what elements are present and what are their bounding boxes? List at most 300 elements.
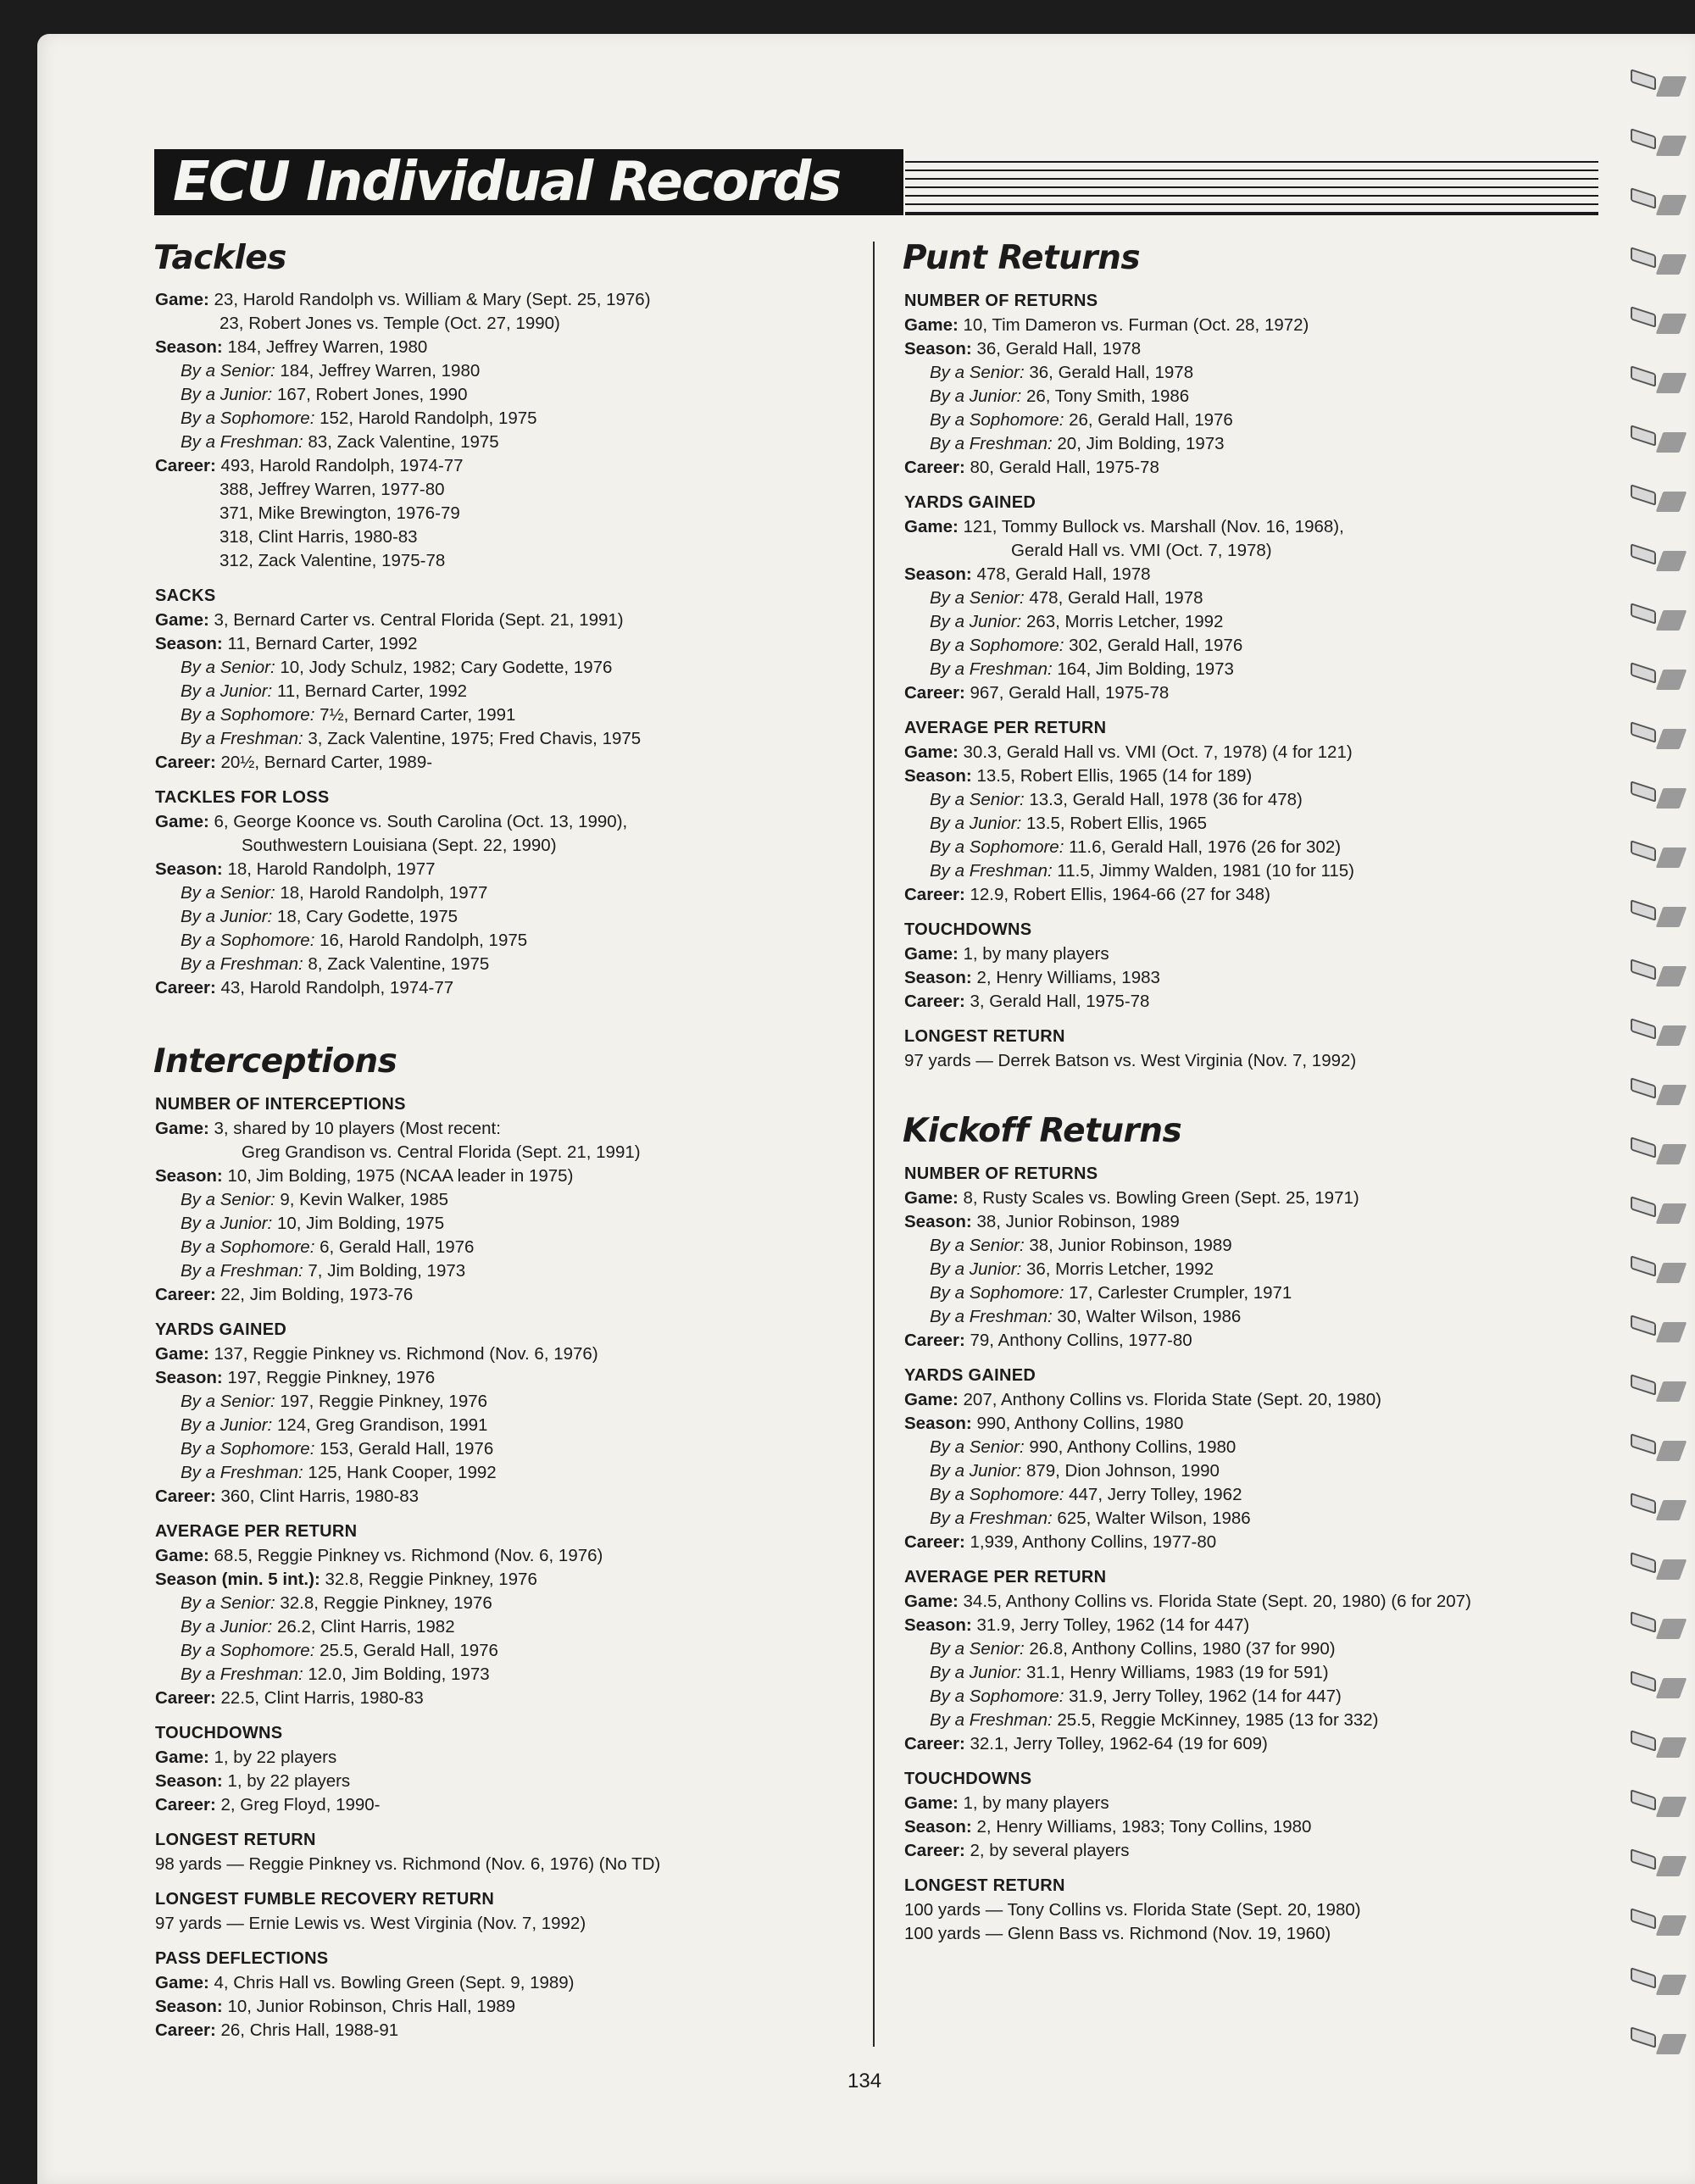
- record-label: Game:: [904, 944, 959, 964]
- record-value: 10, Jody Schulz, 1982; Cary Godette, 1976: [280, 658, 613, 677]
- record-line: [155, 1568, 859, 1592]
- record-label: By a Freshman:: [930, 659, 1053, 679]
- record-label: Season:: [155, 859, 223, 879]
- record-line: [904, 1459, 1599, 1483]
- spiral-coil: [1619, 483, 1687, 520]
- record-value: 990, Anthony Collins, 1980: [1029, 1437, 1237, 1457]
- record-line: [155, 525, 859, 549]
- record-value: 3, Zack Valentine, 1975; Fred Chavis, 1975: [308, 729, 642, 748]
- record-value: 80, Gerald Hall, 1975-78: [970, 458, 1159, 477]
- record-value: 18, Harold Randolph, 1977: [227, 859, 436, 879]
- subhead-kickoff-longest: LONGEST RETURN: [904, 1876, 1065, 1895]
- record-line: [904, 788, 1599, 812]
- record-line: [904, 1281, 1599, 1305]
- punt-touchdown-lines: [904, 942, 1599, 1014]
- record-label: By a Sophomore:: [930, 837, 1064, 857]
- record-line: [155, 656, 859, 680]
- record-value: 10, Jim Bolding, 1975 (NCAA leader in 1975): [227, 1166, 574, 1186]
- spiral-coil: [1619, 2026, 1687, 2063]
- record-line: [155, 549, 859, 573]
- record-value: 1, by 22 players: [214, 1748, 337, 1767]
- record-label: By a Freshman:: [181, 1463, 303, 1482]
- record-value: 30, Walter Wilson, 1986: [1057, 1307, 1242, 1326]
- record-label: By a Freshman:: [930, 434, 1053, 453]
- record-value: 263, Morris Letcher, 1992: [1025, 612, 1224, 631]
- record-line: [904, 1614, 1599, 1637]
- record-label: By a Junior:: [930, 1461, 1022, 1481]
- record-label: Season:: [155, 1997, 223, 2016]
- record-value: 38, Junior Robinson, 1989: [976, 1212, 1180, 1231]
- record-value: 9, Kevin Walker, 1985: [280, 1190, 449, 1209]
- record-value: 36, Morris Letcher, 1992: [1025, 1259, 1214, 1279]
- record-value: 125, Hank Cooper, 1992: [308, 1463, 497, 1482]
- record-label: Game:: [155, 1344, 209, 1364]
- record-value: 1, by many players: [963, 944, 1109, 964]
- record-line: [904, 764, 1599, 788]
- record-line: [155, 1437, 859, 1461]
- spiral-coil: [1619, 602, 1687, 639]
- record-label: Game:: [155, 1748, 209, 1767]
- record-line: [904, 539, 1599, 563]
- record-line: [155, 1687, 859, 1710]
- record-value: 1,939, Anthony Collins, 1977-80: [970, 1532, 1217, 1552]
- record-value: 83, Zack Valentine, 1975: [308, 432, 499, 452]
- record-line: [904, 1637, 1599, 1661]
- record-value: 2, Henry Williams, 1983; Tony Collins, 1980: [976, 1817, 1312, 1837]
- record-label: By a Junior:: [930, 814, 1022, 833]
- record-line: [904, 1839, 1599, 1863]
- int-number-lines: [155, 1117, 859, 1307]
- record-line: [155, 1461, 859, 1485]
- record-value: 32.1, Jerry Tolley, 1962-64 (19 for 609): [970, 1734, 1268, 1753]
- record-line: [904, 1234, 1599, 1258]
- record-value: 20½, Bernard Carter, 1989-: [220, 753, 433, 772]
- record-line: [904, 1732, 1599, 1756]
- record-line: [155, 1485, 859, 1509]
- record-value: 31.9, Jerry Tolley, 1962 (14 for 447): [1069, 1687, 1342, 1706]
- record-value: 3, Bernard Carter vs. Central Florida (Sept. 21, 1991): [214, 610, 624, 630]
- spiral-coil: [1619, 1076, 1687, 1114]
- record-line: [155, 858, 859, 881]
- record-value: 31.1, Henry Williams, 1983 (19 for 591): [1025, 1663, 1329, 1682]
- record-value: 137, Reggie Pinkney vs. Richmond (Nov. 6, 1976): [214, 1344, 598, 1364]
- record-value: Greg Grandison vs. Central Florida (Sept. 21, 1991): [242, 1142, 641, 1162]
- record-value: 18, Cary Godette, 1975: [276, 907, 458, 926]
- record-label: By a Senior:: [181, 1190, 275, 1209]
- record-label: By a Junior:: [181, 907, 273, 926]
- record-value: 12.0, Jim Bolding, 1973: [308, 1664, 490, 1684]
- record-value: 478, Gerald Hall, 1978: [1029, 588, 1203, 608]
- record-label: By a Sophomore:: [181, 1439, 315, 1459]
- record-label: By a Freshman:: [930, 1307, 1053, 1326]
- record-label: Season:: [155, 1368, 223, 1387]
- record-label: Game:: [904, 315, 959, 335]
- record-label: Career:: [904, 992, 965, 1011]
- record-label: By a Sophomore:: [930, 636, 1064, 655]
- spiral-coil: [1619, 1848, 1687, 1885]
- record-label: By a Freshman:: [181, 1261, 303, 1281]
- record-value: 1, by 22 players: [227, 1771, 351, 1791]
- record-label: Career:: [904, 1734, 965, 1753]
- record-value: 4, Chris Hall vs. Bowling Green (Sept. 9, 1989): [214, 1973, 575, 1992]
- pass-deflection-lines: [155, 1971, 859, 2042]
- record-line: [155, 834, 859, 858]
- record-line: [904, 812, 1599, 836]
- record-label: Game:: [155, 1119, 209, 1138]
- record-value: 13.5, Robert Ellis, 1965 (14 for 189): [976, 766, 1253, 786]
- record-label: Season:: [155, 337, 223, 357]
- column-divider: [873, 242, 875, 2047]
- record-label: Game:: [155, 1973, 209, 1992]
- record-label: Season:: [904, 1212, 972, 1231]
- record-line: [155, 1283, 859, 1307]
- record-value: 184, Jeffrey Warren, 1980: [227, 337, 428, 357]
- record-label: Game:: [904, 1390, 959, 1409]
- record-value: 17, Carlester Crumpler, 1971: [1069, 1283, 1292, 1303]
- record-line: [904, 681, 1599, 705]
- spiral-coil: [1619, 1551, 1687, 1588]
- subhead-punt-average: AVERAGE PER RETURN: [904, 719, 1107, 737]
- tackles-lines: [155, 288, 859, 573]
- record-line: [155, 953, 859, 976]
- record-line: [904, 1792, 1599, 1815]
- record-value: 197, Reggie Pinkney, 1976: [280, 1392, 488, 1411]
- record-label: By a Freshman:: [181, 954, 303, 974]
- record-line: [155, 1259, 859, 1283]
- record-value: 36, Gerald Hall, 1978: [976, 339, 1142, 358]
- record-line: [904, 515, 1599, 539]
- record-value: 371, Mike Brewington, 1976-79: [220, 503, 460, 523]
- record-value: 2, by several players: [970, 1841, 1130, 1860]
- record-label: By a Junior:: [181, 681, 273, 701]
- record-value: 10, Junior Robinson, Chris Hall, 1989: [227, 1997, 516, 2016]
- record-line: [904, 586, 1599, 610]
- record-line: [155, 905, 859, 929]
- record-label: Career:: [904, 683, 965, 703]
- record-value: 167, Robert Jones, 1990: [276, 385, 468, 404]
- record-label: Career:: [155, 1688, 216, 1708]
- record-label: By a Freshman:: [181, 432, 303, 452]
- record-line: [904, 1329, 1599, 1353]
- record-label: Season:: [904, 766, 972, 786]
- record-label: By a Sophomore:: [930, 1687, 1064, 1706]
- record-line: [155, 1971, 859, 1995]
- record-value: 388, Jeffrey Warren, 1977-80: [220, 480, 445, 499]
- record-line: [155, 727, 859, 751]
- record-label: Career:: [904, 885, 965, 904]
- record-label: By a Junior:: [930, 1259, 1022, 1279]
- record-line: [904, 658, 1599, 681]
- record-line: [155, 751, 859, 775]
- record-label: Season:: [904, 339, 972, 358]
- record-line: [155, 1615, 859, 1639]
- subhead-punt-touchdowns: TOUCHDOWNS: [904, 920, 1032, 939]
- record-value: 10, Jim Bolding, 1975: [276, 1214, 445, 1233]
- record-label: Career:: [155, 2020, 216, 2040]
- record-label: By a Sophomore:: [181, 408, 315, 428]
- record-line: [155, 810, 859, 834]
- record-label: Career:: [904, 1841, 965, 1860]
- record-label: Season:: [155, 634, 223, 653]
- record-label: Career:: [155, 1285, 216, 1304]
- record-line: [904, 1531, 1599, 1554]
- record-value: 26.2, Clint Harris, 1982: [276, 1617, 455, 1637]
- record-line: [904, 1661, 1599, 1685]
- spiral-coil: [1619, 720, 1687, 758]
- record-value: 153, Gerald Hall, 1976: [320, 1439, 494, 1459]
- kickoff-longest-return-1: 100 yards — Tony Collins vs. Florida State (Sept. 20, 1980): [904, 1900, 1361, 1920]
- record-value: 18, Harold Randolph, 1977: [280, 883, 488, 903]
- record-value: 447, Jerry Tolley, 1962: [1069, 1485, 1242, 1504]
- record-value: Gerald Hall vs. VMI (Oct. 7, 1978): [1011, 541, 1272, 560]
- record-label: Season:: [155, 1166, 223, 1186]
- tfl-lines: [155, 810, 859, 1000]
- record-line: [904, 408, 1599, 432]
- record-line: [155, 2019, 859, 2042]
- record-value: 13.5, Robert Ellis, 1965: [1025, 814, 1208, 833]
- record-line: [904, 1709, 1599, 1732]
- record-line: [904, 610, 1599, 634]
- record-line: [155, 609, 859, 632]
- record-label: By a Senior:: [930, 363, 1025, 382]
- record-value: 493, Harold Randolph, 1974-77: [220, 456, 464, 475]
- record-value: 12.9, Robert Ellis, 1964-66 (27 for 348): [970, 885, 1270, 904]
- record-value: 32.8, Reggie Pinkney, 1976: [325, 1570, 537, 1589]
- record-value: 478, Gerald Hall, 1978: [976, 564, 1151, 584]
- spiral-coil: [1619, 1788, 1687, 1826]
- record-label: By a Senior:: [181, 658, 275, 677]
- record-value: 13.3, Gerald Hall, 1978 (36 for 478): [1029, 790, 1303, 809]
- record-value: 68.5, Reggie Pinkney vs. Richmond (Nov. 6, 1976): [214, 1546, 603, 1565]
- spiral-coil: [1619, 1432, 1687, 1470]
- subhead-fumble-return: LONGEST FUMBLE RECOVERY RETURN: [155, 1890, 495, 1909]
- subhead-kickoff-average: AVERAGE PER RETURN: [904, 1568, 1107, 1587]
- spiral-coil: [1619, 68, 1687, 105]
- record-value: 25.5, Reggie McKinney, 1985 (13 for 332): [1057, 1710, 1379, 1730]
- record-label: Career:: [155, 753, 216, 772]
- record-line: [904, 1388, 1599, 1412]
- subhead-kickoff-yards: YARDS GAINED: [904, 1366, 1036, 1385]
- kickoff-touchdown-lines: [904, 1792, 1599, 1863]
- record-line: [904, 990, 1599, 1014]
- record-value: 26.8, Anthony Collins, 1980 (37 for 990): [1029, 1639, 1336, 1659]
- record-value: 22.5, Clint Harris, 1980-83: [220, 1688, 424, 1708]
- record-label: By a Junior:: [930, 386, 1022, 406]
- record-label: By a Junior:: [181, 1415, 273, 1435]
- record-value: 7½, Bernard Carter, 1991: [320, 705, 516, 725]
- spiral-coil: [1619, 364, 1687, 402]
- record-label: By a Sophomore:: [181, 1641, 315, 1660]
- record-label: Game:: [155, 290, 209, 309]
- record-line: [904, 966, 1599, 990]
- record-line: [904, 1507, 1599, 1531]
- record-value: 6, Gerald Hall, 1976: [320, 1237, 475, 1257]
- record-value: 26, Tony Smith, 1986: [1025, 386, 1190, 406]
- record-value: 625, Walter Wilson, 1986: [1057, 1509, 1251, 1528]
- subhead-int-touchdowns: TOUCHDOWNS: [155, 1724, 283, 1742]
- spiral-coil: [1619, 661, 1687, 698]
- record-line: [155, 929, 859, 953]
- record-label: Game:: [904, 742, 959, 762]
- record-line: [155, 976, 859, 1000]
- subhead-int-yards: YARDS GAINED: [155, 1320, 287, 1339]
- record-line: [904, 314, 1599, 337]
- record-label: By a Senior:: [930, 1639, 1025, 1659]
- section-title-tackles: Tackles: [153, 239, 286, 277]
- record-label: By a Junior:: [930, 1663, 1022, 1682]
- record-line: [904, 337, 1599, 361]
- record-line: [155, 454, 859, 478]
- record-line: [904, 1210, 1599, 1234]
- subhead-number-interceptions: NUMBER OF INTERCEPTIONS: [155, 1095, 406, 1114]
- subhead-punt-number: NUMBER OF RETURNS: [904, 292, 1098, 310]
- record-line: [155, 359, 859, 383]
- kickoff-longest-return-2: 100 yards — Glenn Bass vs. Richmond (Nov. 19, 1960): [904, 1924, 1331, 1943]
- record-line: [155, 1746, 859, 1770]
- spiral-coil: [1619, 1314, 1687, 1351]
- record-value: 8, Zack Valentine, 1975: [308, 954, 490, 974]
- spiral-coil: [1619, 1610, 1687, 1648]
- record-value: 6, George Koonce vs. South Carolina (Oct. 13, 1990),: [214, 812, 628, 831]
- record-line: [904, 1412, 1599, 1436]
- record-value: 164, Jim Bolding, 1973: [1057, 659, 1234, 679]
- record-label: Game:: [155, 812, 209, 831]
- spiral-coil: [1619, 1017, 1687, 1054]
- record-label: By a Sophomore:: [930, 410, 1064, 430]
- record-line: [155, 1164, 859, 1188]
- record-line: [155, 680, 859, 703]
- spiral-coil: [1619, 1136, 1687, 1173]
- record-line: [904, 1186, 1599, 1210]
- record-line: [155, 1663, 859, 1687]
- record-value: 207, Anthony Collins vs. Florida State (Sept. 20, 1980): [963, 1390, 1381, 1409]
- record-label: By a Freshman:: [181, 1664, 303, 1684]
- record-label: By a Sophomore:: [181, 931, 315, 950]
- record-line: [904, 634, 1599, 658]
- spiral-coil: [1619, 542, 1687, 580]
- page-title: ECU Individual Records: [173, 151, 841, 214]
- record-value: 2, Greg Floyd, 1990-: [220, 1795, 381, 1814]
- spiral-coil: [1619, 1729, 1687, 1766]
- record-value: 23, Harold Randolph vs. William & Mary (Sept. 25, 1976): [214, 290, 651, 309]
- record-line: [155, 1544, 859, 1568]
- record-value: 79, Anthony Collins, 1977-80: [970, 1331, 1192, 1350]
- record-value: 967, Gerald Hall, 1975-78: [970, 683, 1170, 703]
- subhead-kickoff-touchdowns: TOUCHDOWNS: [904, 1770, 1032, 1788]
- record-line: [155, 288, 859, 312]
- record-value: 318, Clint Harris, 1980-83: [220, 527, 418, 547]
- punt-longest-return: 97 yards — Derrek Batson vs. West Virginia (Nov. 7, 1992): [904, 1051, 1357, 1070]
- record-line: [904, 361, 1599, 385]
- left-column: [155, 237, 859, 2042]
- record-label: Career:: [904, 458, 965, 477]
- record-value: 30.3, Gerald Hall vs. VMI (Oct. 7, 1978) (4 for 121): [963, 742, 1353, 762]
- kickoff-average-lines: [904, 1590, 1599, 1756]
- record-label: Career:: [904, 1331, 965, 1350]
- record-line: [904, 741, 1599, 764]
- record-line: [904, 563, 1599, 586]
- section-title-interceptions: Interceptions: [153, 1042, 397, 1081]
- record-value: 11.6, Gerald Hall, 1976 (26 for 302): [1069, 837, 1342, 857]
- spiral-coil: [1619, 780, 1687, 817]
- punt-average-lines: [904, 741, 1599, 907]
- record-value: 22, Jim Bolding, 1973-76: [220, 1285, 414, 1304]
- spiral-coil: [1619, 127, 1687, 164]
- record-label: By a Senior:: [181, 1392, 275, 1411]
- record-label: By a Sophomore:: [181, 1237, 315, 1257]
- record-value: 26, Chris Hall, 1988-91: [220, 2020, 399, 2040]
- record-label: Career:: [904, 1532, 965, 1552]
- right-column: [904, 237, 1599, 1946]
- record-line: [155, 1212, 859, 1236]
- record-line: [155, 1366, 859, 1390]
- record-line: [155, 407, 859, 431]
- record-label: Season (min. 5 int.):: [155, 1570, 320, 1589]
- record-value: 25.5, Gerald Hall, 1976: [320, 1641, 498, 1660]
- subhead-int-longest: LONGEST RETURN: [155, 1831, 316, 1849]
- record-line: [155, 502, 859, 525]
- subhead-sacks: SACKS: [155, 586, 216, 605]
- record-value: 7, Jim Bolding, 1973: [308, 1261, 466, 1281]
- section-title-kickoff-returns: Kickoff Returns: [903, 1112, 1182, 1150]
- record-value: 3, shared by 10 players (Most recent:: [214, 1119, 501, 1138]
- record-line: [155, 478, 859, 502]
- record-value: 11.5, Jimmy Walden, 1981 (10 for 115): [1057, 861, 1354, 881]
- record-line: [155, 383, 859, 407]
- record-label: Season:: [904, 564, 972, 584]
- record-label: By a Freshman:: [930, 1710, 1053, 1730]
- record-label: By a Freshman:: [181, 729, 303, 748]
- record-label: By a Senior:: [930, 1437, 1025, 1457]
- record-line: [155, 1188, 859, 1212]
- record-line: [904, 883, 1599, 907]
- record-line: [155, 1770, 859, 1793]
- kickoff-yards-lines: [904, 1388, 1599, 1554]
- record-line: [155, 1141, 859, 1164]
- record-value: 121, Tommy Bullock vs. Marshall (Nov. 16, 1968),: [963, 517, 1344, 536]
- record-line: [155, 1639, 859, 1663]
- record-value: 38, Junior Robinson, 1989: [1029, 1236, 1232, 1255]
- record-label: Season:: [155, 1771, 223, 1791]
- record-line: [904, 836, 1599, 859]
- record-label: By a Senior:: [181, 883, 275, 903]
- record-label: Season:: [904, 968, 972, 987]
- record-line: [155, 1592, 859, 1615]
- record-label: Career:: [155, 1795, 216, 1814]
- spiral-coil: [1619, 186, 1687, 224]
- record-value: 23, Robert Jones vs. Temple (Oct. 27, 1990): [220, 314, 560, 333]
- record-line: [904, 1436, 1599, 1459]
- record-line: [904, 456, 1599, 480]
- record-line: [155, 312, 859, 336]
- record-line: [155, 431, 859, 454]
- spiral-coil: [1619, 1966, 1687, 2003]
- record-label: By a Senior:: [181, 361, 275, 381]
- record-value: 302, Gerald Hall, 1976: [1069, 636, 1243, 655]
- record-label: By a Senior:: [930, 1236, 1025, 1255]
- record-label: Game:: [904, 517, 959, 536]
- spiral-coil: [1619, 1195, 1687, 1232]
- record-label: By a Senior:: [181, 1593, 275, 1613]
- subhead-punt-longest: LONGEST RETURN: [904, 1027, 1065, 1046]
- record-label: Season:: [904, 1817, 972, 1837]
- record-line: [904, 942, 1599, 966]
- record-label: By a Junior:: [181, 1214, 273, 1233]
- page-number: 134: [848, 2070, 882, 2092]
- record-label: Game:: [904, 1793, 959, 1813]
- record-line: [155, 632, 859, 656]
- header-rules: [905, 159, 1598, 215]
